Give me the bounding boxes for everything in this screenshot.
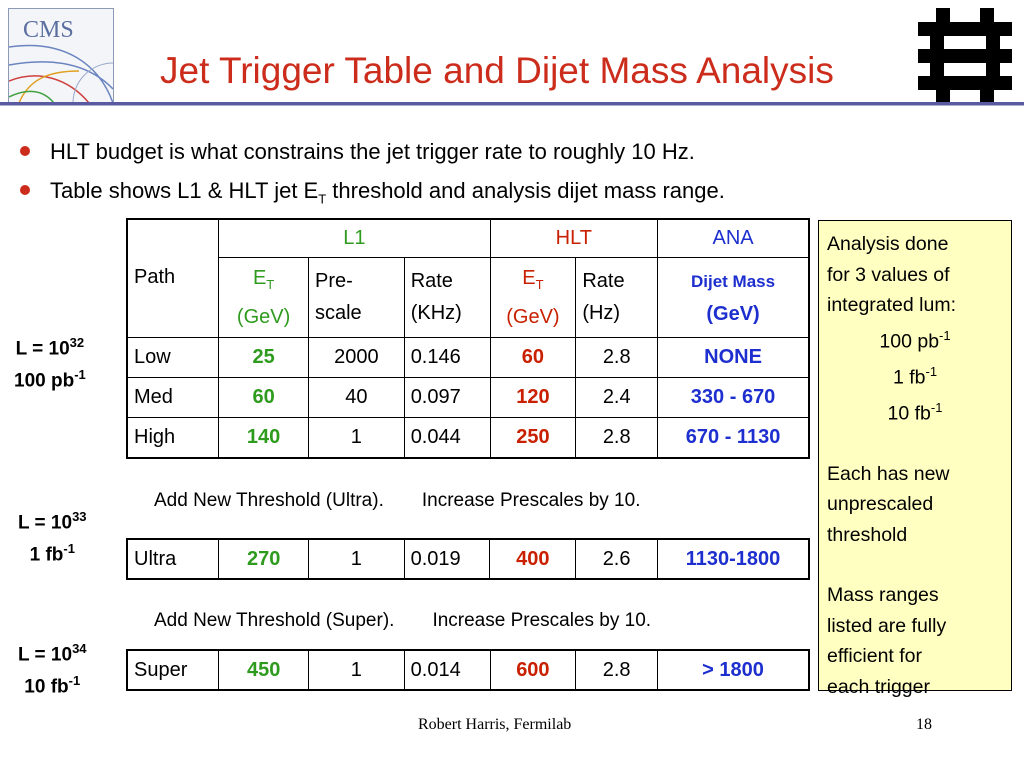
hlt-et-cell: 250 bbox=[490, 417, 576, 458]
side-note-line: unprescaled bbox=[827, 493, 934, 515]
prescale-cell: 2000 bbox=[308, 337, 404, 377]
l1-rate-cell: 0.014 bbox=[404, 650, 490, 690]
side-note-line: efficient for bbox=[827, 645, 923, 667]
hlt-rate-cell: 2.8 bbox=[576, 417, 658, 458]
bullet-dot-icon bbox=[20, 185, 30, 195]
l1-rate-header: Rate (KHz) bbox=[404, 257, 490, 337]
l1-rate-cell: 0.019 bbox=[404, 539, 490, 579]
hlt-et-cell: 600 bbox=[490, 650, 576, 690]
path-cell: High bbox=[127, 417, 219, 458]
cms-logo bbox=[8, 8, 114, 104]
l1-et-cell: 450 bbox=[219, 650, 309, 690]
path-cell: Super bbox=[127, 650, 219, 690]
path-header: Path bbox=[127, 219, 219, 337]
side-note-line: for 3 values of bbox=[827, 263, 950, 286]
table-row bbox=[127, 417, 809, 458]
ultra-table bbox=[126, 538, 810, 580]
path-cell: Low bbox=[127, 337, 219, 377]
table-row bbox=[127, 650, 809, 690]
lumi-label-ultra: $L = 10^{33}$ 1 $fb^{-1}$ bbox=[18, 509, 87, 566]
side-note-spacer bbox=[827, 550, 1003, 580]
hlt-et-cell: 60 bbox=[490, 337, 576, 377]
l1-et-cell: 270 bbox=[219, 539, 309, 579]
side-note-spacer bbox=[827, 429, 1003, 459]
hlt-rate-header: Rate (Hz) bbox=[576, 257, 658, 337]
l1-et-header: $E_T$ (GeV) bbox=[219, 257, 309, 337]
bullet-item: HLT budget is what constrains the jet trigger rate to roughly 10 Hz. bbox=[20, 139, 695, 165]
side-note-lum: 100 $pb^{-1}$ bbox=[879, 327, 951, 352]
footer-author: Robert Harris, Fermilab bbox=[418, 716, 572, 733]
super-table bbox=[126, 649, 810, 691]
hlt-rate-cell: 2.4 bbox=[576, 377, 658, 417]
l1-group-header: L1 bbox=[219, 219, 490, 257]
path-cell: Med bbox=[127, 377, 219, 417]
table-row bbox=[127, 337, 809, 377]
hlt-rate-cell: 2.6 bbox=[576, 539, 658, 579]
table-row bbox=[127, 377, 809, 417]
l1-rate-cell: 0.044 bbox=[404, 417, 490, 458]
side-note-line: each trigger bbox=[827, 675, 930, 698]
slide-title: Jet Trigger Table and Dijet Mass Analysis bbox=[160, 50, 834, 91]
dijet-mass-cell: 1130-1800 bbox=[657, 539, 809, 579]
bullet-item: Table shows L1 & HLT jet $E_T$ threshold and analysis dijet mass range. bbox=[20, 178, 725, 206]
super-note: Add New Threshold (Super). Increase Prescales by 10. bbox=[154, 610, 652, 631]
dijet-mass-cell: > 1800 bbox=[658, 650, 809, 690]
l1-et-cell: 25 bbox=[219, 337, 309, 377]
ana-group-header: ANA bbox=[658, 219, 809, 257]
dijet-mass-cell: 330 - 670 bbox=[658, 377, 809, 417]
hlt-group-header: HLT bbox=[490, 219, 658, 257]
side-note-line: Analysis done bbox=[827, 233, 949, 255]
bullet-dot-icon bbox=[20, 146, 30, 156]
hlt-rate-cell: 2.8 bbox=[576, 337, 658, 377]
side-note-line: listed are fully bbox=[827, 614, 947, 637]
prescale-header: Pre- scale bbox=[308, 257, 404, 337]
table-row bbox=[127, 539, 809, 579]
l1-rate-cell: 0.146 bbox=[404, 337, 490, 377]
path-cell: Ultra bbox=[127, 539, 219, 579]
table-column-header bbox=[127, 257, 809, 337]
dijet-mass-cell: 670 - 1130 bbox=[658, 417, 809, 458]
table-group-header bbox=[127, 219, 809, 257]
prescale-cell: 40 bbox=[308, 377, 404, 417]
l1-et-cell: 140 bbox=[219, 417, 309, 458]
side-note-line: threshold bbox=[827, 523, 908, 546]
hlt-et-header: $E_T$ (GeV) bbox=[490, 257, 576, 337]
page-number: 18 bbox=[916, 716, 932, 733]
fermilab-logo bbox=[918, 8, 1012, 104]
cms-logo-text: CMS bbox=[23, 17, 74, 43]
hlt-rate-cell: 2.8 bbox=[576, 650, 658, 690]
hlt-et-cell: 400 bbox=[490, 539, 576, 579]
prescale-cell: 1 bbox=[309, 650, 405, 690]
prescale-cell: 1 bbox=[308, 417, 404, 458]
l1-rate-cell: 0.097 bbox=[404, 377, 490, 417]
dijet-mass-header: Dijet Mass (GeV) bbox=[658, 257, 809, 337]
side-note-lum: 1 $fb^{-1}$ bbox=[892, 363, 938, 388]
side-note-lum: 10 $fb^{-1}$ bbox=[887, 399, 943, 424]
l1-et-cell: 60 bbox=[219, 377, 309, 417]
lumi-label-low: $L = 10^{32}$ 100 $pb^{-1}$ bbox=[14, 335, 86, 392]
lumi-label-super: $L = 10^{34}$ 10 $fb^{-1}$ bbox=[18, 641, 87, 698]
side-note-line: Mass ranges bbox=[827, 584, 939, 606]
hlt-et-cell: 120 bbox=[490, 377, 576, 417]
title-divider-thin bbox=[0, 105, 1024, 106]
dijet-mass-cell: NONE bbox=[658, 337, 809, 377]
side-note-box bbox=[818, 220, 1012, 698]
side-note-line: integrated lum: bbox=[827, 294, 956, 316]
prescale-cell: 1 bbox=[309, 539, 405, 579]
ultra-note: Add New Threshold (Ultra). Increase Prescales by 10. bbox=[154, 490, 641, 511]
side-note-line: Each has new bbox=[827, 462, 950, 485]
trigger-table bbox=[126, 218, 810, 459]
